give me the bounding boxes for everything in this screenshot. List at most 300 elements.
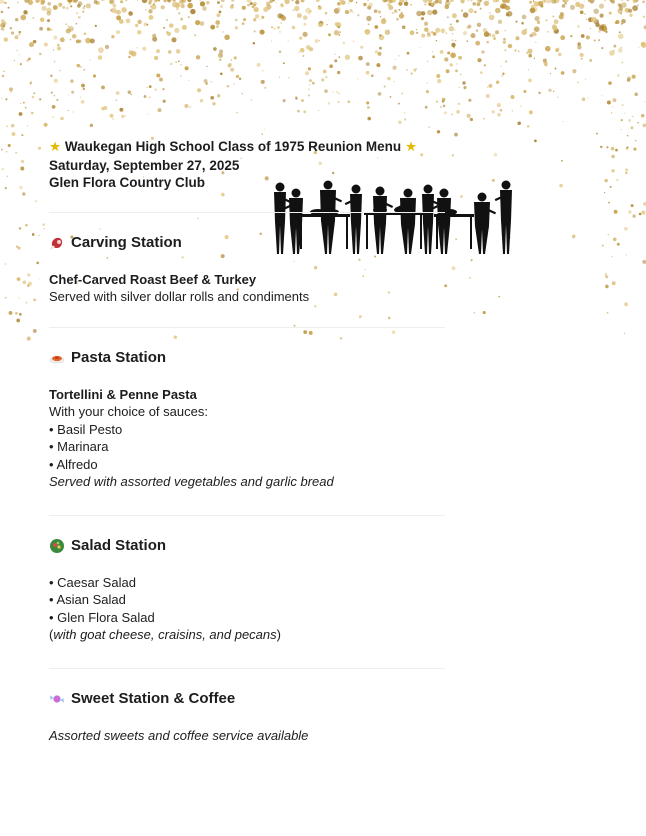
confetti-dot: [560, 35, 565, 40]
confetti-dot: [607, 312, 609, 314]
confetti-dot: [67, 26, 69, 28]
confetti-dot: [477, 58, 481, 62]
confetti-dot: [419, 47, 420, 48]
confetti-dot: [126, 19, 131, 24]
confetti-dot: [367, 106, 370, 109]
confetti-dot: [187, 0, 191, 2]
confetti-dot: [115, 99, 117, 101]
confetti-dot: [235, 19, 238, 22]
confetti-dot: [101, 0, 103, 1]
confetti-dot: [500, 109, 503, 112]
confetti-dot: [395, 11, 397, 13]
confetti-dot: [70, 39, 71, 40]
confetti-dot: [452, 13, 457, 18]
confetti-dot: [170, 63, 172, 65]
confetti-dot: [577, 82, 579, 84]
confetti-dot: [540, 5, 543, 8]
confetti-dot: [632, 116, 633, 117]
confetti-dot: [29, 42, 34, 47]
confetti-dot: [130, 94, 132, 96]
confetti-dot: [610, 186, 612, 188]
confetti-dot: [11, 124, 15, 128]
confetti-dot: [423, 0, 428, 3]
confetti-dot: [27, 284, 30, 287]
confetti-dot: [69, 3, 71, 5]
confetti-dot: [556, 48, 559, 51]
confetti-dot: [514, 49, 516, 51]
confetti-dot: [494, 153, 498, 157]
confetti-dot: [382, 0, 387, 3]
confetti-dot: [217, 1, 220, 4]
confetti-dot: [486, 31, 489, 34]
confetti-dot: [462, 81, 465, 84]
confetti-dot: [444, 4, 449, 9]
confetti-dot: [454, 29, 456, 31]
confetti-dot: [233, 83, 234, 84]
confetti-dot: [47, 2, 51, 6]
confetti-dot: [467, 114, 471, 118]
confetti-dot: [154, 88, 157, 91]
confetti-dot: [332, 91, 333, 92]
confetti-dot: [605, 285, 609, 289]
confetti-dot: [618, 4, 621, 7]
confetti-dot: [410, 72, 412, 74]
confetti-dot: [180, 75, 182, 77]
confetti-dot: [30, 81, 32, 83]
confetti-dot: [32, 96, 35, 99]
confetti-dot: [632, 5, 638, 11]
confetti-dot: [474, 312, 475, 313]
confetti-dot: [84, 32, 87, 35]
confetti-dot: [555, 2, 557, 4]
confetti-dot: [639, 213, 642, 216]
confetti-dot: [66, 24, 67, 25]
confetti-dot: [367, 117, 371, 121]
salad-note-close: ): [276, 627, 281, 642]
confetti-dot: [421, 34, 425, 38]
confetti-dot: [200, 99, 203, 102]
confetti-dot: [367, 0, 369, 1]
confetti-dot: [390, 96, 392, 98]
confetti-dot: [39, 53, 42, 56]
confetti-dot: [251, 99, 253, 101]
confetti-dot: [21, 134, 23, 136]
confetti-dot: [557, 97, 558, 98]
confetti-dot: [228, 63, 231, 66]
confetti-dot: [253, 2, 257, 6]
confetti-dot: [15, 18, 18, 21]
confetti-dot: [57, 46, 61, 50]
carving-station-heading: [49, 233, 445, 253]
confetti-dot: [19, 31, 21, 33]
confetti-dot: [116, 91, 120, 95]
confetti-dot: [624, 113, 625, 114]
confetti-dot: [378, 10, 381, 13]
confetti-dot: [484, 1, 489, 6]
confetti-dot: [149, 2, 150, 3]
menu-title-line: [49, 138, 445, 157]
confetti-dot: [242, 22, 245, 25]
confetti-dot: [83, 88, 85, 90]
confetti-dot: [458, 103, 460, 105]
confetti-dot: [50, 74, 53, 77]
confetti-dot: [297, 13, 302, 18]
confetti-dot: [621, 23, 623, 25]
confetti-dot: [339, 31, 341, 33]
confetti-dot: [321, 78, 324, 81]
confetti-dot: [396, 18, 399, 21]
confetti-dot: [440, 106, 442, 108]
confetti-dot: [521, 22, 524, 25]
confetti-dot: [80, 66, 82, 68]
confetti-dot: [21, 160, 25, 164]
confetti-dot: [303, 15, 308, 20]
confetti-dot: [398, 121, 402, 125]
confetti-dot: [472, 2, 476, 6]
confetti-dot: [195, 20, 200, 25]
confetti-dot: [404, 112, 405, 113]
confetti-dot: [219, 11, 222, 14]
confetti-dot: [594, 0, 595, 1]
confetti-dot: [378, 92, 382, 96]
pasta-intro: With your choice of sauces:: [49, 404, 208, 419]
confetti-dot: [343, 42, 346, 45]
confetti-dot: [109, 0, 114, 4]
confetti-dot: [450, 52, 456, 58]
confetti-dot: [20, 167, 24, 171]
confetti-dot: [94, 0, 98, 4]
confetti-dot: [440, 50, 444, 54]
confetti-dot: [38, 147, 41, 150]
sweet-station-heading: [49, 689, 445, 709]
confetti-dot: [336, 91, 338, 93]
confetti-dot: [559, 14, 564, 19]
confetti-dot: [379, 47, 382, 50]
confetti-dot: [632, 75, 636, 79]
confetti-dot: [103, 106, 107, 110]
confetti-dot: [584, 13, 585, 14]
confetti-dot: [575, 0, 576, 1]
confetti-dot: [594, 40, 596, 42]
confetti-dot: [637, 122, 639, 124]
confetti-dot: [22, 280, 26, 284]
confetti-dot: [291, 0, 293, 1]
confetti-dot: [16, 50, 17, 51]
confetti-dot: [398, 55, 400, 57]
confetti-dot: [620, 129, 621, 130]
confetti-dot: [305, 71, 309, 75]
confetti-dot: [563, 121, 564, 122]
confetti-dot: [271, 26, 273, 28]
confetti-dot: [584, 1, 585, 2]
confetti-dot: [217, 13, 221, 17]
confetti-dot: [451, 43, 455, 47]
confetti-dot: [211, 81, 212, 82]
confetti-dot: [546, 19, 548, 21]
confetti-dot: [142, 0, 148, 3]
confetti-dot: [628, 210, 631, 213]
confetti-dot: [299, 36, 302, 39]
confetti-dot: [174, 28, 179, 33]
confetti-dot: [559, 184, 563, 188]
confetti-dot: [534, 140, 537, 143]
confetti-dot: [25, 224, 27, 226]
confetti-dot: [613, 45, 616, 48]
confetti-dot: [281, 3, 283, 5]
confetti-dot: [642, 0, 645, 3]
pasta-station-heading: [49, 348, 445, 368]
confetti-dot: [323, 70, 327, 74]
confetti-dot: [480, 8, 482, 10]
confetti-dot: [506, 13, 509, 16]
confetti-dot: [116, 30, 120, 34]
confetti-dot: [627, 135, 628, 136]
confetti-dot: [120, 0, 123, 3]
confetti-dot: [80, 97, 81, 98]
confetti-dot: [56, 99, 58, 101]
sweet-note: Assorted sweets and coffee service available: [49, 727, 309, 743]
confetti-dot: [610, 0, 612, 2]
confetti-dot: [227, 85, 230, 88]
confetti-dot: [0, 0, 4, 4]
confetti-dot: [366, 16, 371, 21]
confetti-dot: [353, 41, 354, 42]
confetti-dot: [53, 5, 58, 10]
confetti-dot: [163, 100, 166, 103]
confetti-dot: [560, 12, 563, 15]
candy-icon: [49, 691, 65, 707]
confetti-dot: [309, 84, 311, 86]
confetti-dot: [148, 9, 152, 13]
confetti-dot: [604, 0, 606, 1]
confetti-dot: [27, 337, 31, 341]
section-divider: [49, 327, 445, 328]
confetti-dot: [46, 11, 51, 16]
confetti-dot: [161, 5, 165, 9]
confetti-dot: [103, 0, 104, 1]
confetti-dot: [39, 98, 41, 100]
confetti-dot: [90, 38, 95, 43]
confetti-dot: [349, 9, 352, 12]
confetti-dot: [325, 76, 327, 78]
confetti-dot: [627, 77, 631, 81]
confetti-dot: [498, 20, 502, 24]
confetti-dot: [279, 77, 280, 78]
confetti-dot: [480, 71, 483, 74]
confetti-dot: [495, 30, 499, 34]
confetti-dot: [471, 259, 473, 261]
confetti-dot: [16, 245, 19, 248]
event-venue: Glen Flora Country Club: [49, 175, 206, 190]
confetti-dot: [381, 19, 387, 25]
confetti-dot: [204, 79, 208, 83]
confetti-dot: [222, 31, 224, 33]
confetti-dot: [590, 0, 594, 3]
confetti-dot: [564, 2, 567, 5]
confetti-dot: [487, 86, 489, 88]
confetti-dot: [68, 26, 74, 32]
confetti-dot: [392, 12, 394, 14]
confetti-dot: [611, 169, 614, 172]
confetti-dot: [206, 1, 209, 4]
confetti-dot: [142, 47, 146, 51]
confetti-dot: [116, 15, 121, 20]
confetti-dot: [253, 42, 256, 45]
confetti-dot: [295, 97, 297, 99]
confetti-dot: [210, 25, 215, 30]
confetti-dot: [39, 279, 40, 280]
confetti-dot: [175, 61, 177, 63]
confetti-dot: [234, 56, 237, 59]
confetti-dot: [477, 23, 481, 27]
confetti-dot: [562, 4, 566, 8]
confetti-dot: [98, 55, 103, 60]
confetti-dot: [19, 112, 23, 116]
event-date: Saturday, September 27, 2025: [49, 157, 240, 173]
section-divider: [49, 515, 445, 516]
confetti-dot: [156, 49, 160, 53]
confetti-dot: [442, 98, 445, 101]
confetti-dot: [468, 1, 469, 2]
confetti-dot: [145, 9, 146, 10]
confetti-dot: [436, 101, 438, 103]
confetti-dot: [612, 106, 613, 107]
confetti-dot: [260, 30, 265, 35]
confetti-dot: [264, 129, 265, 130]
confetti-dot: [395, 59, 396, 60]
confetti-dot: [154, 2, 155, 3]
confetti-dot: [213, 47, 217, 51]
confetti-dot: [401, 93, 403, 95]
confetti-dot: [621, 62, 623, 64]
salad-note-italic: with goat cheese, craisins, and pecans: [53, 627, 277, 642]
confetti-dot: [518, 50, 520, 52]
confetti-dot: [185, 66, 189, 70]
confetti-dot: [488, 33, 492, 37]
confetti-dot: [32, 17, 34, 19]
confetti-dot: [451, 114, 453, 116]
confetti-dot: [605, 275, 608, 278]
confetti-dot: [95, 25, 97, 27]
confetti-dot: [611, 112, 612, 113]
confetti-dot: [309, 47, 313, 51]
confetti-dot: [212, 102, 215, 105]
confetti-dot: [35, 0, 39, 3]
confetti-dot: [156, 73, 160, 77]
confetti-dot: [368, 23, 370, 25]
confetti-dot: [497, 113, 500, 116]
confetti-dot: [178, 60, 180, 62]
confetti-dot: [399, 9, 401, 11]
confetti-dot: [215, 20, 220, 25]
confetti-dot: [158, 108, 162, 112]
confetti-dot: [489, 12, 491, 14]
confetti-dot: [67, 0, 72, 3]
confetti-dot: [606, 146, 608, 148]
confetti-dot: [77, 64, 80, 67]
confetti-dot: [210, 96, 214, 100]
confetti-dot: [455, 40, 457, 42]
confetti-dot: [489, 15, 495, 21]
confetti-dot: [624, 302, 628, 306]
confetti-dot: [470, 0, 472, 2]
sparkle-star-icon: ★: [404, 139, 418, 155]
confetti-dot: [529, 1, 532, 4]
confetti-dot: [376, 63, 380, 67]
confetti-dot: [627, 146, 629, 148]
confetti-dot: [70, 79, 73, 82]
confetti-dot: [637, 4, 639, 6]
confetti-dot: [421, 17, 424, 20]
confetti-dot: [150, 6, 152, 8]
confetti-dot: [8, 144, 11, 147]
confetti-dot: [242, 6, 246, 10]
confetti-dot: [452, 266, 456, 270]
confetti-dot: [619, 8, 620, 9]
confetti-dot: [10, 91, 12, 93]
confetti-dot: [277, 26, 280, 29]
sweet-station-title: Sweet Station & Coffee: [71, 689, 236, 707]
confetti-dot: [338, 92, 340, 94]
confetti-dot: [437, 79, 441, 83]
confetti-dot: [76, 12, 78, 14]
confetti-dot: [510, 0, 511, 1]
menu-title: Waukegan High School Class of 1975 Reunion Menu: [64, 139, 402, 154]
confetti-dot: [149, 96, 151, 98]
confetti-dot: [458, 56, 462, 60]
confetti-dot: [522, 15, 527, 20]
confetti-dot: [279, 31, 281, 33]
confetti-dot: [167, 0, 171, 3]
confetti-dot: [42, 223, 45, 226]
confetti-dot: [153, 4, 155, 6]
confetti-dot: [630, 126, 633, 129]
confetti-dot: [345, 10, 349, 14]
confetti-dot: [271, 40, 272, 41]
confetti-dot: [467, 40, 469, 42]
confetti-dot: [47, 19, 50, 22]
meat-icon: [49, 235, 65, 251]
section-divider: [49, 668, 445, 669]
confetti-dot: [2, 168, 4, 170]
confetti-dot: [219, 50, 223, 54]
salad-station-title: Salad Station: [71, 536, 167, 554]
confetti-dot: [605, 31, 607, 33]
confetti-dot: [254, 7, 259, 12]
confetti-dot: [545, 46, 551, 52]
confetti-dot: [505, 61, 507, 63]
confetti-dot: [252, 6, 255, 9]
confetti-dot: [54, 79, 58, 83]
confetti-dot: [426, 90, 429, 93]
confetti-dot: [546, 0, 551, 4]
confetti-dot: [78, 16, 81, 19]
confetti-dot: [613, 237, 617, 241]
confetti-dot: [523, 90, 526, 93]
pasta-station-title: Pasta Station: [71, 349, 167, 366]
confetti-dot: [589, 59, 592, 62]
confetti-dot: [19, 313, 22, 316]
confetti-dot: [399, 13, 404, 18]
confetti-dot: [608, 202, 610, 204]
confetti-dot: [586, 19, 587, 20]
confetti-dot: [0, 23, 5, 28]
confetti-dot: [617, 74, 620, 77]
confetti-dot: [526, 52, 528, 54]
confetti-dot: [81, 100, 85, 104]
confetti-dot: [154, 56, 158, 60]
confetti-dot: [515, 36, 519, 40]
